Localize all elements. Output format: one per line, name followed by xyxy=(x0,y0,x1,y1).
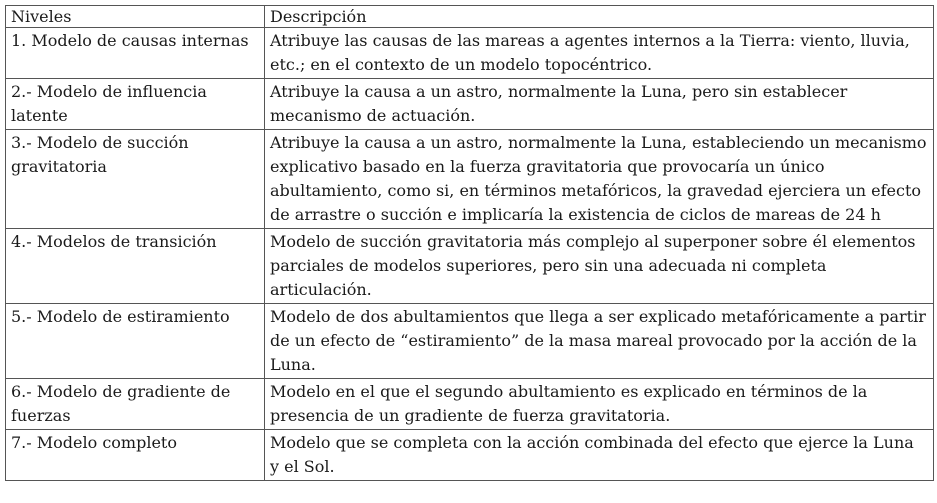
table-row xyxy=(6,304,934,379)
description-cell: Modelo de succión gravitatoria más complejo al superponer sobre él elementos parciales de modelos superiores, pero sin una adecuada ni completa articulación. xyxy=(265,229,934,304)
level-cell: 6.- Modelo de gradiente de fuerzas xyxy=(6,379,265,430)
table-row xyxy=(6,229,934,304)
header-descripcion: Descripción xyxy=(265,6,934,28)
description-cell: Atribuye la causa a un astro, normalmente la Luna, pero sin establecer mecanismo de actuación. xyxy=(265,79,934,130)
description-cell: Modelo en el que el segundo abultamiento es explicado en términos de la presencia de un gradiente de fuerza gravitatoria. xyxy=(265,379,934,430)
table-row xyxy=(6,79,934,130)
level-cell: 5.- Modelo de estiramiento xyxy=(6,304,265,379)
description-cell: Atribuye las causas de las mareas a agentes internos a la Tierra: viento, lluvia, etc.; en el contexto de un modelo topocéntrico. xyxy=(265,28,934,79)
level-cell: 4.- Modelos de transición xyxy=(6,229,265,304)
table-row xyxy=(6,430,934,481)
description-cell: Modelo de dos abultamientos que llega a ser explicado metafóricamente a partir de un efecto de “estiramiento” de la masa mareal provocado por la acción de la Luna. xyxy=(265,304,934,379)
level-cell: 2.- Modelo de influencia latente xyxy=(6,79,265,130)
levels-table xyxy=(5,5,934,481)
table-row xyxy=(6,379,934,430)
description-cell: Modelo que se completa con la acción combinada del efecto que ejerce la Luna y el Sol. xyxy=(265,430,934,481)
level-cell: 1. Modelo de causas internas xyxy=(6,28,265,79)
header-niveles: Niveles xyxy=(6,6,265,28)
level-cell: 3.- Modelo de succión gravitatoria xyxy=(6,130,265,229)
description-cell: Atribuye la causa a un astro, normalmente la Luna, estableciendo un mecanismo explicativo basado en la fuerza gravitatoria que provocaría un único abultamiento, como si, en términos metafóricos, la gravedad ejerciera un efecto de arrastre o succión e implicaría la existencia de ciclos de mareas de 24 h xyxy=(265,130,934,229)
table-row xyxy=(6,28,934,79)
level-cell: 7.- Modelo completo xyxy=(6,430,265,481)
table-header-row xyxy=(6,6,934,28)
table-row xyxy=(6,130,934,229)
